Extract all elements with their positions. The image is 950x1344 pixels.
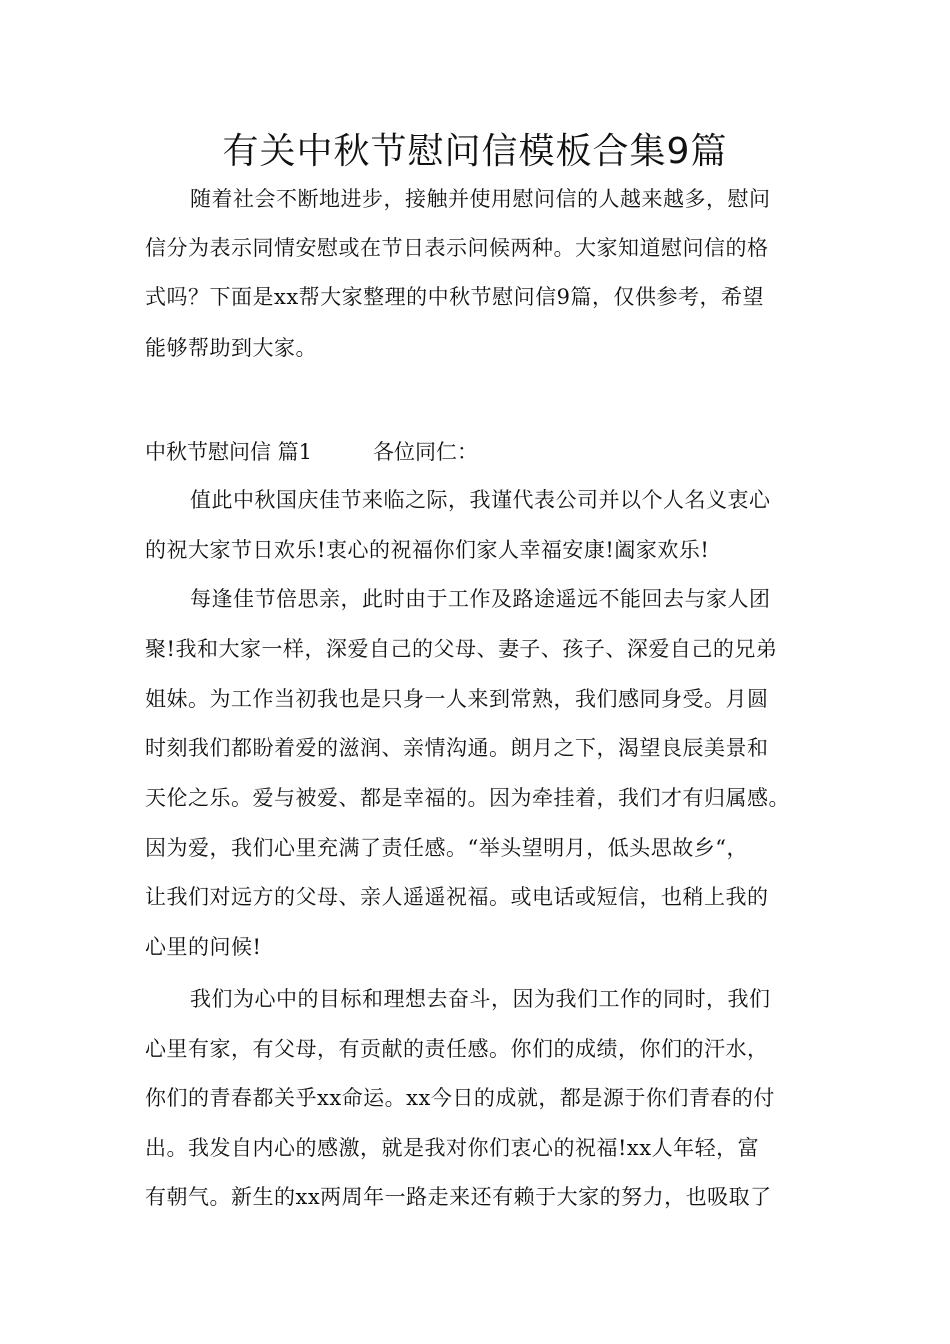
body-line: 值此中秋国庆佳节来临之际，我谨代表公司并以个人名义衷心 (190, 488, 771, 512)
body-line: 聚!我和大家一样，深爱自己的父母、妻子、孩子、深爱自己的兄弟 (145, 637, 778, 661)
body-line: 有朝气。新生的xx两周年一路走来还有赖于大家的努力，也吸取了 (145, 1185, 772, 1209)
body-line: 让我们对远方的父母、亲人遥遥祝福。或电话或短信，也稍上我的 (145, 885, 769, 909)
body-line: 心里的问候! (145, 935, 262, 959)
intro-line: 式吗？下面是xx帮大家整理的中秋节慰问信9篇，仅供参考，希望 (145, 285, 765, 309)
section-heading-row (145, 437, 478, 467)
intro-line: 能够帮助到大家。 (145, 336, 317, 360)
body-line: 天伦之乐。爱与被爱、都是幸福的。因为牵挂着，我们才有归属感。 (145, 786, 790, 810)
body-line: 你们的青春都关乎xx命运。xx今日的成就，都是源于你们青春的付 (145, 1086, 775, 1110)
body-line: 每逢佳节倍思亲，此时由于工作及路途遥远不能回去与家人团 (190, 587, 771, 611)
document-title: 有关中秋节慰问信模板合集9篇 (222, 131, 728, 172)
greeting: 各位同仁： (373, 440, 478, 464)
body-line: 出。我发自内心的感激，就是我对你们衷心的祝福!xx人年轻，富 (145, 1136, 760, 1160)
intro-line: 信分为表示同情安慰或在节日表示问候两种。大家知道慰问信的格 (145, 236, 769, 260)
body-line: 因为爱，我们心里充满了责任感。“举头望明月，低头思故乡“， (145, 836, 748, 860)
intro-line: 随着社会不断地进步，接触并使用慰问信的人越来越多，慰问 (190, 187, 771, 211)
body-line: 心里有家，有父母，有贡献的责任感。你们的成绩，你们的汗水， (145, 1037, 769, 1061)
body-line: 姐妹。为工作当初我也是只身一人来到常熟，我们感同身受。月圆 (145, 687, 769, 711)
body-line: 时刻我们都盼着爱的滋润、亲情沟通。朗月之下，渴望良辰美景和 (145, 736, 769, 760)
body-line: 我们为心中的目标和理想去奋斗，因为我们工作的同时，我们 (190, 987, 771, 1011)
section-heading: 中秋节慰问信 篇1 (145, 440, 313, 464)
body-line: 的祝大家节日欢乐!衷心的祝福你们家人幸福安康!阖家欢乐! (145, 538, 710, 562)
